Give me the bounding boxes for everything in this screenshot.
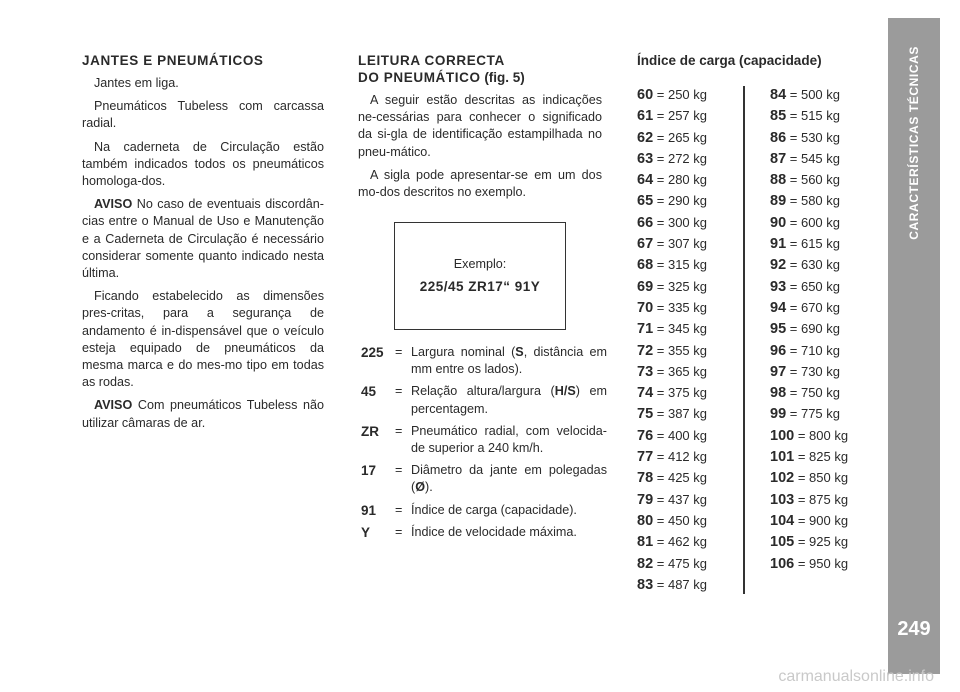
load-index-number: 92: [770, 257, 787, 274]
warning-paragraph: [82, 196, 324, 282]
load-index-weight: = 475 kg: [656, 555, 708, 571]
load-index-number: 73: [637, 363, 654, 380]
load-index-weight: = 630 kg: [789, 257, 841, 273]
load-index-row: [637, 318, 707, 339]
section-title: [358, 52, 602, 86]
load-index-weight: = 265 kg: [656, 129, 708, 145]
load-index-number: 61: [637, 108, 654, 125]
load-index-number: 75: [637, 406, 654, 423]
load-index-number: 69: [637, 278, 654, 295]
definition-key: 91: [361, 502, 377, 518]
load-index-column-right: [770, 84, 848, 574]
definitions-list: [361, 344, 607, 546]
load-index-number: 102: [770, 470, 795, 487]
example-box: [394, 222, 566, 330]
load-index-weight: = 750 kg: [789, 385, 841, 401]
load-index-row: [770, 318, 848, 339]
load-index-number: 68: [637, 257, 654, 274]
load-index-number: 94: [770, 299, 787, 316]
load-index-weight: = 925 kg: [797, 534, 849, 550]
load-index-number: 93: [770, 278, 787, 295]
definition-text: Índice de velocidade máxima.: [411, 524, 577, 539]
load-index-row: [770, 233, 848, 254]
example-label: Exemplo:: [453, 257, 507, 271]
load-index-weight: = 307 kg: [656, 236, 708, 252]
load-index-number: 103: [770, 491, 795, 508]
definition-row: 17 = Diâmetro da jante em polegadas (Ø).: [361, 462, 607, 496]
load-index-weight: = 615 kg: [789, 236, 841, 252]
load-index-row: [770, 467, 848, 488]
load-index-weight: = 600 kg: [789, 214, 841, 230]
load-index-row: [637, 127, 707, 148]
load-index-number: 62: [637, 129, 654, 146]
definition-row: 225 = Largura nominal (S, distância em mm entre os lados).: [361, 344, 607, 378]
load-index-weight: = 325 kg: [656, 278, 708, 294]
load-index-weight: = 560 kg: [789, 172, 841, 188]
definition-row: 91 = Índice de carga (capacidade).: [361, 502, 607, 519]
load-index-weight: = 365 kg: [656, 363, 708, 379]
load-index-number: 60: [637, 87, 654, 103]
paragraph: A seguir estão descritas as indicações ne-cessárias para conhecer o significado da si-gla de identificação estampilhada no pneu-mático.: [358, 93, 602, 159]
figure-reference: (fig. 5): [480, 70, 525, 85]
load-index-weight: = 650 kg: [789, 278, 841, 294]
chapter-title: CARACTERÍSTICAS TÉCNICAS: [907, 46, 921, 240]
load-index-title: Índice de carga (capacidade): [637, 53, 822, 68]
load-index-row: [770, 361, 848, 382]
load-index-weight: = 450 kg: [656, 512, 708, 528]
load-index-row: [637, 403, 707, 424]
load-index-row: [637, 467, 707, 488]
column-divider: [743, 86, 745, 594]
load-index-number: 88: [770, 172, 787, 189]
load-index-number: 89: [770, 193, 787, 210]
load-index-row: [770, 148, 848, 169]
load-index-weight: = 257 kg: [656, 108, 708, 124]
load-index-number: 106: [770, 555, 795, 572]
load-index-weight: = 670 kg: [789, 299, 841, 315]
load-index-weight: = 487 kg: [656, 576, 708, 592]
title-line-2: DO PNEUMÁTICO: [358, 70, 481, 85]
load-index-number: 100: [770, 427, 795, 444]
definition-key: ZR: [361, 423, 379, 439]
definition-key: 45: [361, 384, 377, 400]
definition-text: Pneumático radial, com velocida-de superior a 240 km/h.: [411, 423, 607, 456]
load-index-number: 66: [637, 214, 654, 231]
load-index-weight: = 315 kg: [656, 257, 708, 273]
load-index-row: [637, 489, 707, 510]
load-index-weight: = 387 kg: [656, 406, 708, 422]
paragraph: Na caderneta de Circulação estão também indicados todos os pneumáticos homologa-dos.: [82, 139, 324, 189]
load-index-weight: = 875 kg: [797, 491, 849, 507]
paragraph: A sigla pode apresentar-se em um dos mo-dos descritos no exemplo.: [358, 167, 602, 200]
definition-key: 225: [361, 345, 384, 360]
load-index-weight: = 335 kg: [656, 299, 708, 315]
load-index-number: 64: [637, 172, 654, 189]
load-index-weight: = 900 kg: [797, 512, 849, 528]
load-index-weight: = 710 kg: [789, 342, 841, 358]
load-index-row: [770, 105, 848, 126]
load-index-row: [770, 340, 848, 361]
load-index-weight: = 950 kg: [797, 555, 849, 571]
load-index-number: 63: [637, 150, 654, 167]
load-index-number: 76: [637, 427, 654, 444]
load-index-number: 74: [637, 385, 654, 402]
watermark: carmanualsonline.info: [778, 668, 934, 685]
warning-text: Com pneumáticos Tubeless não utilizar câmaras de ar.: [82, 398, 324, 430]
load-index-weight: = 462 kg: [656, 534, 708, 550]
warning-paragraph: [82, 397, 324, 431]
load-index-weight: = 850 kg: [797, 470, 849, 486]
load-index-weight: = 775 kg: [789, 406, 841, 422]
load-index-row: [637, 531, 707, 552]
load-index-number: 86: [770, 129, 787, 146]
load-index-number: 96: [770, 342, 787, 359]
load-index-row: [637, 340, 707, 361]
paragraph: Jantes em liga.: [94, 76, 179, 90]
load-index-row: [637, 190, 707, 211]
load-index-row: [770, 212, 848, 233]
load-index-row: [770, 489, 848, 510]
load-index-row: [637, 84, 707, 105]
load-index-number: 87: [770, 150, 787, 167]
section-title: JANTES E PNEUMÁTICOS: [82, 53, 264, 68]
load-index-weight: = 690 kg: [789, 321, 841, 337]
definition-text: Relação altura/largura (H/S) em percentagem.: [411, 384, 608, 416]
load-index-row: [770, 254, 848, 275]
load-index-number: 67: [637, 236, 654, 253]
load-index-number: 71: [637, 321, 654, 338]
load-index-weight: = 250 kg: [656, 87, 708, 102]
load-index-number: 84: [770, 87, 787, 103]
load-index-number: 105: [770, 534, 795, 551]
definition-text: Largura nominal (S, distância em mm entre os lados).: [411, 345, 607, 377]
load-index-weight: = 730 kg: [789, 363, 841, 379]
load-index-weight: = 345 kg: [656, 321, 708, 337]
load-index-row: [637, 254, 707, 275]
load-index-number: 65: [637, 193, 654, 210]
definition-key: 17: [361, 463, 377, 479]
warning-text: No caso de eventuais discordân-cias entre o Manual de Uso e Manutenção e a Caderneta de Circulação é necessário considerar somente quanto indicado nesta última.: [82, 197, 324, 281]
load-index-number: 72: [637, 342, 654, 359]
definition-row: 45 = Relação altura/largura (H/S) em percentagem.: [361, 383, 607, 417]
load-index-row: [770, 84, 848, 105]
load-index-number: 70: [637, 299, 654, 316]
load-index-weight: = 825 kg: [797, 449, 849, 465]
load-index-row: [637, 276, 707, 297]
definition-row: Y = Índice de velocidade máxima.: [361, 524, 607, 541]
load-index-weight: = 425 kg: [656, 470, 708, 486]
load-index-number: 104: [770, 512, 795, 529]
load-index-weight: = 545 kg: [789, 150, 841, 166]
load-index-row: [770, 297, 848, 318]
load-index-row: [637, 105, 707, 126]
load-index-weight: = 437 kg: [656, 491, 708, 507]
load-index-number: 81: [637, 534, 654, 551]
definition-text: Índice de carga (capacidade).: [411, 502, 577, 517]
load-index-row: [637, 297, 707, 318]
load-index-row: [770, 169, 848, 190]
load-index-weight: = 300 kg: [656, 214, 708, 230]
load-index-row: [770, 276, 848, 297]
load-index-weight: = 515 kg: [789, 108, 841, 124]
load-index-row: [770, 190, 848, 211]
load-index-weight: = 800 kg: [797, 427, 849, 443]
load-index-weight: = 272 kg: [656, 150, 708, 166]
load-index-number: 91: [770, 236, 787, 253]
load-index-row: [770, 382, 848, 403]
paragraph: Ficando estabelecido as dimensões pres-critas, para a segurança de andamento é in-dispensável que o veículo esteja equipado de pneumáticos da mesma marca e do mes-mo tipo em todas as rodas.: [82, 289, 324, 390]
load-index-weight: = 500 kg: [789, 87, 841, 102]
load-index-weight: = 280 kg: [656, 172, 708, 188]
load-index-row: [637, 361, 707, 382]
tyre-reading-section: [358, 52, 602, 207]
load-index-row: [770, 553, 848, 574]
warning-label: AVISO: [94, 197, 133, 212]
load-index-number: 101: [770, 449, 795, 466]
load-index-number: 98: [770, 385, 787, 402]
load-index-number: 90: [770, 214, 787, 231]
load-index-number: 77: [637, 449, 654, 466]
page-number: 249: [897, 618, 931, 640]
load-index-weight: = 355 kg: [656, 342, 708, 358]
tyres-section: [82, 52, 324, 438]
load-index-weight: = 400 kg: [656, 427, 708, 443]
load-index-row: [637, 553, 707, 574]
load-index-number: 82: [637, 555, 654, 572]
load-index-number: 79: [637, 491, 654, 508]
load-index-row: [770, 425, 848, 446]
load-index-weight: = 375 kg: [656, 385, 708, 401]
load-index-row: [770, 127, 848, 148]
definition-key: Y: [361, 524, 371, 540]
definition-text: Diâmetro da jante em polegadas (Ø).: [411, 463, 607, 495]
load-index-row: [637, 382, 707, 403]
example-code: 225/45 ZR17“ 91Y: [419, 279, 541, 294]
load-index-number: 78: [637, 470, 654, 487]
load-index-weight: = 290 kg: [656, 193, 708, 209]
load-index-weight: = 412 kg: [656, 449, 708, 465]
load-index-row: [770, 403, 848, 424]
load-index-number: 80: [637, 512, 654, 529]
load-index-number: 99: [770, 406, 787, 423]
load-index-row: [637, 233, 707, 254]
load-index-row: [637, 510, 707, 531]
load-index-number: 85: [770, 108, 787, 125]
title-line-1: LEITURA CORRECTA: [358, 53, 505, 68]
load-index-column-left: [637, 84, 707, 595]
load-index-row: [637, 148, 707, 169]
load-index-row: [637, 425, 707, 446]
load-index-row: [637, 169, 707, 190]
load-index-weight: = 530 kg: [789, 129, 841, 145]
load-index-number: 95: [770, 321, 787, 338]
load-index-row: [770, 510, 848, 531]
load-index-row: [637, 446, 707, 467]
load-index-weight: = 580 kg: [789, 193, 841, 209]
load-index-row: [637, 574, 707, 595]
load-index-row: [770, 446, 848, 467]
warning-label: AVISO: [94, 398, 133, 413]
load-index-row: [770, 531, 848, 552]
load-index-number: 83: [637, 576, 654, 593]
load-index-row: [637, 212, 707, 233]
paragraph: Pneumáticos Tubeless com carcassa radial.: [82, 99, 324, 131]
definition-row: ZR = Pneumático radial, com velocida-de superior a 240 km/h.: [361, 423, 607, 457]
load-index-number: 97: [770, 363, 787, 380]
